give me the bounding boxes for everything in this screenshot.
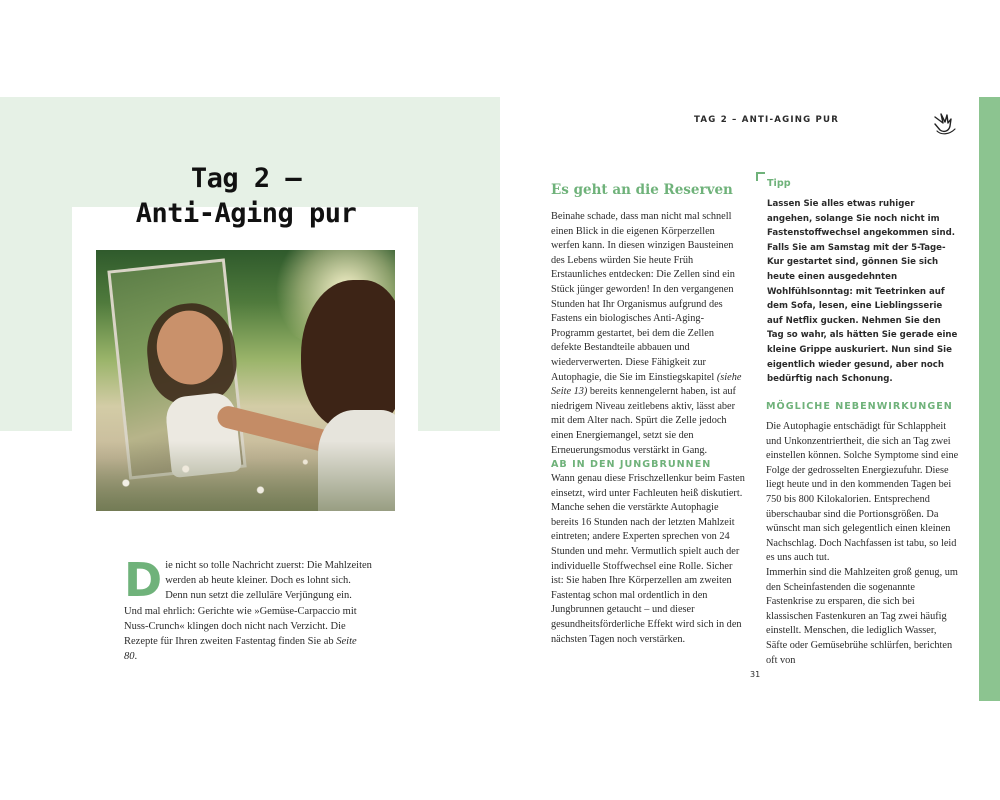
body-paragraph-4: Immerhin sind die Mahlzeiten groß genug, um den Scheinfastenden die sogenannte Fastenkrise zu ersparen, die sich bei klassischen Fastenkuren an Tag zwei häufig einstellt. Menschen, die lediglich Wasser, Säfte oder Gemüsebrühe schlürfen, berichten oft von [766,566,958,666]
hand-icon [931,109,959,137]
body-paragraph-2: Wann genau diese Frischzellenkur beim Fasten einsetzt, wird unter Fachleuten heiß diskutiert. Manche sehen die verstärkte Autophagie bereits 16 Stunden nach der letzten Mahlzeit eintreten; andere Experten sprechen von 24 Stunden und mehr. Vermutlich spielt auch der individuelle Stoffwechsel eine Rolle. Sicher ist: Sie haben Ihre Körperzellen am zweiten Fastentag schon mal ordentlich in den Jungbrunnen getaucht – und dieser gesundheitsförderliche Effekt wird sich in den nächsten Tagen noch verstärken. [551,473,745,645]
subheading-nebenwirkungen: MÖGLICHE NEBENWIRKUNGEN [766,401,953,412]
chapter-title [96,161,396,231]
body-paragraph-1: Beinahe schade, dass man nicht mal schnell einen Blick in die eigenen Körperzellen werfen kann. In diesen winzigen Bausteinen des Lebens würden Sie heute Früh Erstaunliches entdecken: Die Zellen sind ein Stück jünger geworden! In den vergangenen Stunden hat Ihr Organismus aufgrund des Fastens ein biologisches Anti-Aging-Programm gestartet, bei dem die Zellen defekte Bestandteile abbauen und wiederverwerten. Diese Fähigkeit zur Autophagie, die Sie im Einstiegskapitel (siehe Seite 13) bereits kennengelernt haben, ist auf niedrigem Niveau zeitlebens aktiv, lässt aber mit dem Alter nach. Spürt die Zelle jedoch einen Energiemangel, setzt sie den Erneuerungsmodus verstärkt in Gang. [551,211,742,456]
page-reference: (siehe Seite 13) [551,371,742,398]
body-column-2 [766,420,960,668]
section-heading: Es geht an die Reserven [551,182,733,198]
chapter-title-line-1: Tag 2 – [190,163,302,194]
subheading-jungbrunnen: AB IN DEN JUNGBRUNNEN [551,459,712,470]
drop-cap: D [124,553,163,607]
tipp-label: Tipp [767,178,791,189]
woman-looking-in-mirror-photo [96,250,395,511]
page-number: 31 [750,670,761,679]
intro-paragraph: Die nicht so tolle Nachricht zuerst: Die Mahlzeiten werden ab heute kleiner. Doch es lohnt sich. Denn nun setzt die zelluläre Verjüngung ein. Und mal ehrlich: Gerichte wie »Gemüse-Carpaccio mit Nuss-Crunch« klingen doch nicht nach Verzicht. Die Rezepte für Ihren zweiten Fastentag finden Sie ab Seite 80. [124,553,372,663]
tipp-bracket-icon [756,172,765,181]
chapter-title-line-2: Anti-Aging pur [135,198,357,229]
body-paragraph-3: Die Autophagie entschädigt für Schlappheit und Unkonzentriertheit, die sich an Tag zwei einstellen können. Solche Symptome sind eine Folge der gedrosselten Energiezufuhr. Diese liegt heute und in den kommenden Tagen bei 750 bis 800 Kilokalorien. Entsprechend überschaubar sind die Portionsgrößen. Da wünscht man sich gelegentlich einen kleinen Nachschlag. Doch Nachfassen ist tabu, so leid es uns auch tut. [766,421,959,564]
tipp-text: Lassen Sie alles etwas ruhiger angehen, solange Sie noch nicht im Fastenstoffwechsel angekommen sind. Falls Sie am Samstag mit der 5-Tage-Kur gestartet sind, gönnen Sie sich heute einen ausgedehnten Wohlfühlsonntag: mit Teetrinken auf dem Sofa, lesen, eine Lieblingsserie auf Netflix gucken. Nehmen Sie den Tag so wahr, als hätten Sie gerade eine kleine Grippe auskuriert. Nun sind Sie eigentlich wieder gesund, aber noch bedürftig nach Schonung. [767,199,958,385]
running-head: TAG 2 – ANTI-AGING PUR [694,115,840,125]
page-reference: Seite 80 [124,636,357,663]
page-edge-tab [979,97,1000,701]
